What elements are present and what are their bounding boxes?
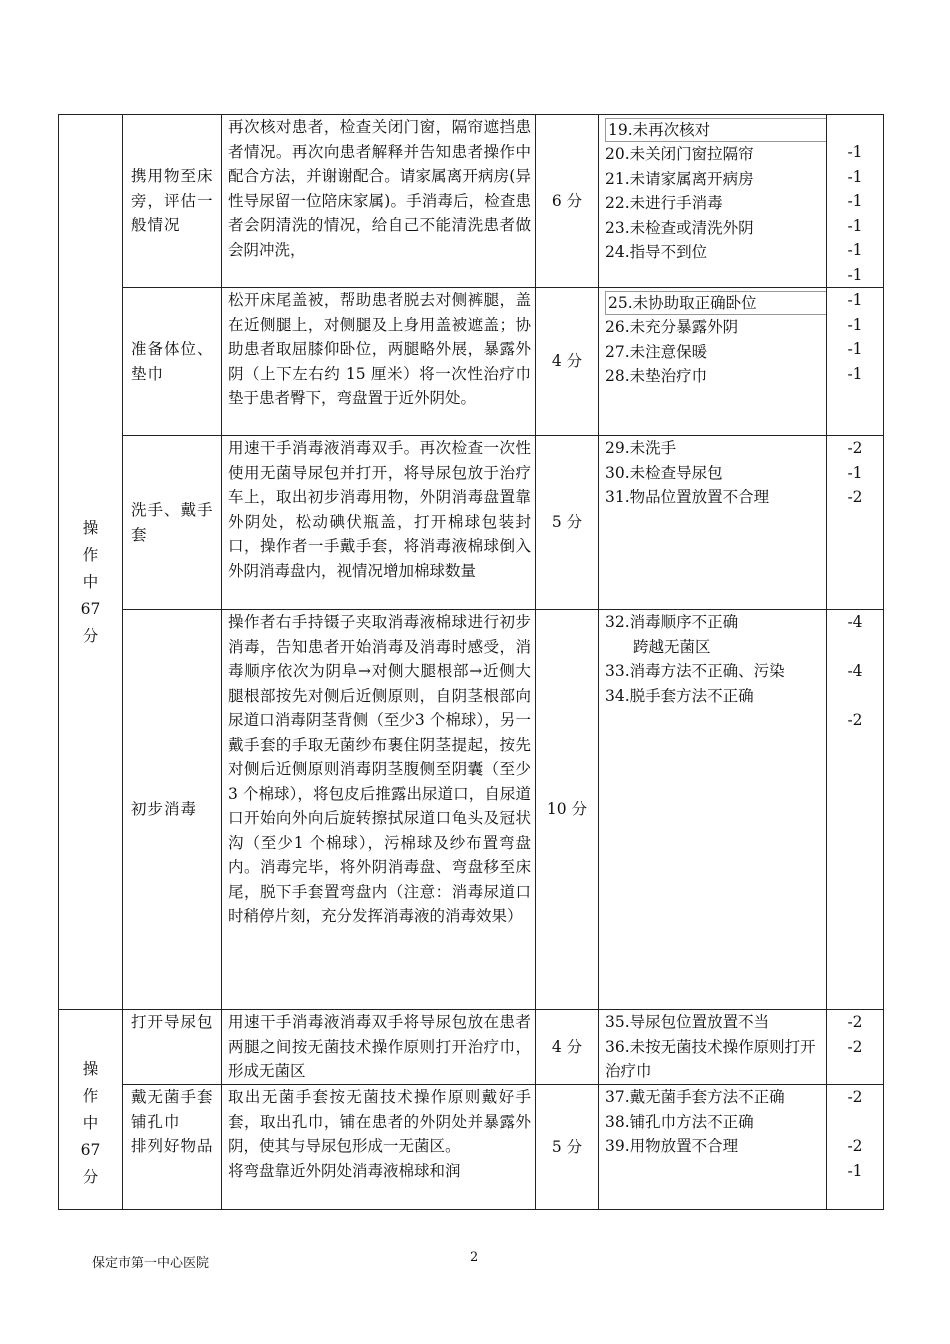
error-item: 37.戴无菌手套方法不正确 [605,1088,785,1106]
deduction-cell [827,1085,884,1210]
deduction-value: -1 [847,241,863,259]
deduction-value [827,1110,883,1135]
phase-label-char: 67 [80,1141,101,1159]
deduction-value: -1 [847,463,863,482]
deduction-cell [827,436,884,610]
error-item: 33.消毒方法不正确、污染 [605,662,785,680]
error-item: 25.未协助取正确卧位 [605,291,827,315]
phase-cell [59,1010,123,1210]
table-row [59,1085,884,1210]
grading-table [58,114,884,1210]
content-cell: 取出无菌手套按无菌技术操作原则戴好手套，取出孔巾，铺在患者的外阴处并暴露外阴，使其与导尿包形成一无菌区。 将弯盘靠近外阴处消毒液棉球和润 [222,1085,536,1210]
error-item: 23.未检查或清洗外阴 [605,218,754,237]
phase-label-char: 分 [82,626,99,645]
phase-label-char: 中 [82,1114,99,1132]
score-cell: 5 分 [536,1085,599,1210]
deduction-value: -2 [847,1013,863,1031]
table-row [59,610,884,1010]
deduction-value [827,635,883,660]
phase-label [59,515,122,650]
error-item: 34.脱手套方法不正确 [605,686,754,705]
step-cell: 准备体位、垫巾 [123,288,222,436]
phase-label-char: 67 [80,599,101,618]
table-row [59,288,884,436]
deduction-value: -1 [847,143,863,161]
phase-label-char: 分 [82,1168,99,1186]
error-item: 32.消毒顺序不正确 [605,613,739,631]
error-item: 21.未请家属离开病房 [605,169,754,188]
score-cell: 5 分 [536,436,599,610]
deduction-cell [827,1010,884,1085]
deduction-value: -1 [847,364,863,383]
errors-cell [599,1010,827,1085]
step-cell: 打开导尿包 [123,1010,222,1085]
content-cell: 用速干手消毒液消毒双手将导尿包放在患者两腿之间按无菌技术操作原则打开治疗巾，形成无菌区 [222,1010,536,1085]
error-item: 27.未注意保暖 [605,342,708,361]
error-item: 28.未垫治疗巾 [605,367,708,385]
phase-label-char: 操 [82,518,99,537]
error-item: 29.未洗手 [605,439,677,457]
deduction-value: -2 [847,1137,863,1155]
content-cell: 用速干手消毒液消毒双手。再次检查一次性使用无菌导尿包并打开，将导尿包放于治疗车上，取出初步消毒用物，外阴消毒盘置靠外阴处，松动碘伏瓶盖，打开棉球包装封口，操作者一手戴手套，将消毒液棉球倒入外阴消毒盘内，视情况增加棉球数量 [222,436,536,610]
deduction-cell [827,115,884,288]
errors-cell [599,436,827,610]
deduction-value: -2 [847,488,863,506]
error-item: 19.未再次核对 [605,118,827,142]
phase-label-char: 中 [82,572,99,591]
error-item: 24.指导不到位 [605,243,708,261]
error-item: 39.用物放置不合理 [605,1137,739,1155]
deduction-value: -1 [847,1161,863,1180]
deduction-value: -4 [847,662,863,680]
deduction-value: -4 [847,613,863,631]
score-cell: 4 分 [536,288,599,436]
error-item: 30.未检查导尿包 [605,463,723,482]
errors-cell [599,115,827,288]
errors-cell [599,288,827,436]
step-cell: 戴无菌手套 铺孔巾 排列好物品 [123,1085,222,1210]
error-item: 36.未按无菌技术操作原则打开治疗巾 [605,1037,816,1080]
table-row [59,1010,884,1085]
deduction-value: -2 [847,711,863,729]
errors-cell [599,610,827,1010]
deduction-value [827,684,883,709]
deduction-value: -1 [847,340,863,358]
step-cell: 洗手、戴手套 [123,436,222,610]
deduction-cell [827,288,884,436]
error-item: 20.未关闭门窗拉隔帘 [605,145,754,163]
deduction-value: -1 [847,265,863,284]
score-cell: 6 分 [536,115,599,288]
error-item: 31.物品位置放置不合理 [605,488,770,506]
table-row [59,436,884,610]
deduction-value: -1 [847,315,863,334]
error-item: 38.铺孔巾方法不正确 [605,1112,754,1131]
deduction-value: -1 [847,216,863,235]
phase-label [59,1056,122,1191]
deduction-value: -2 [847,1088,863,1106]
deduction-value: -1 [847,192,863,210]
content-cell: 再次核对患者，检查关闭门窗，隔帘遮挡患者情况。再次向患者解释并告知患者操作中配合方法，并谢谢配合。请家属离开病房(异性导尿留一位陪床家属)。手消毒后，检查患者会阴清洗的情况，给自己不能清洗患者做会阴冲洗， [222,115,536,288]
deduction-value: -1 [847,167,863,186]
score-cell: 10 分 [536,610,599,1010]
footer-hospital: 保定市第一中心医院 [92,1256,210,1271]
score-cell: 4 分 [536,1010,599,1085]
content-cell: 操作者右手持镊子夹取消毒液棉球进行初步消毒，告知患者开始消毒及消毒时感受，消毒顺序依次为阴阜→对侧大腿根部→近侧大腿根部按先对侧后近侧原则，自阴茎根部向尿道口消毒阴茎背侧（至少3 个棉球），另一戴手套的手取无菌纱布裹住阴茎提起，按先对侧后近侧原则消毒阴茎腹侧至阴囊（至少3 个棉球），将包皮后推露出尿道口，自尿道口开始向外向后旋转擦拭尿道口龟头及冠状沟（至少1 个棉球），污棉球及纱布置弯盘内。消毒完毕，将外阴消毒盘、弯盘移至床尾，脱下手套置弯盘内（注意：消毒尿道口时稍停片刻，充分发挥消毒液的消毒效果） [222,610,536,1010]
phase-label-char: 操 [82,1060,99,1078]
deduction-value: -1 [847,291,863,309]
deduction-cell [827,610,884,1010]
content-cell: 松开床尾盖被，帮助患者脱去对侧裤腿，盖在近侧腿上，对侧腿及上身用盖被遮盖；协助患者取屈膝仰卧位，两腿略外展，暴露外阴（上下左右约 15 厘米）将一次性治疗巾垫于患者臀下，弯盘置于近外阴处。 [222,288,536,436]
deduction-value: -2 [847,1037,863,1056]
error-item: 26.未充分暴露外阴 [605,318,739,336]
errors-cell [599,1085,827,1210]
deduction-value: -2 [847,439,863,457]
phase-cell [59,115,123,1010]
error-item: 跨越无菌区 [633,637,711,656]
error-item: 35.导尿包位置放置不当 [605,1013,770,1031]
footer-page-number: 2 [470,1250,479,1265]
phase-label-char: 作 [82,1087,99,1105]
phase-label-char: 作 [82,545,99,564]
error-item: 22.未进行手消毒 [605,194,723,212]
step-cell: 携用物至床旁，评估一般情况 [123,115,222,288]
table-row [59,115,884,288]
step-cell: 初步消毒 [123,610,222,1010]
